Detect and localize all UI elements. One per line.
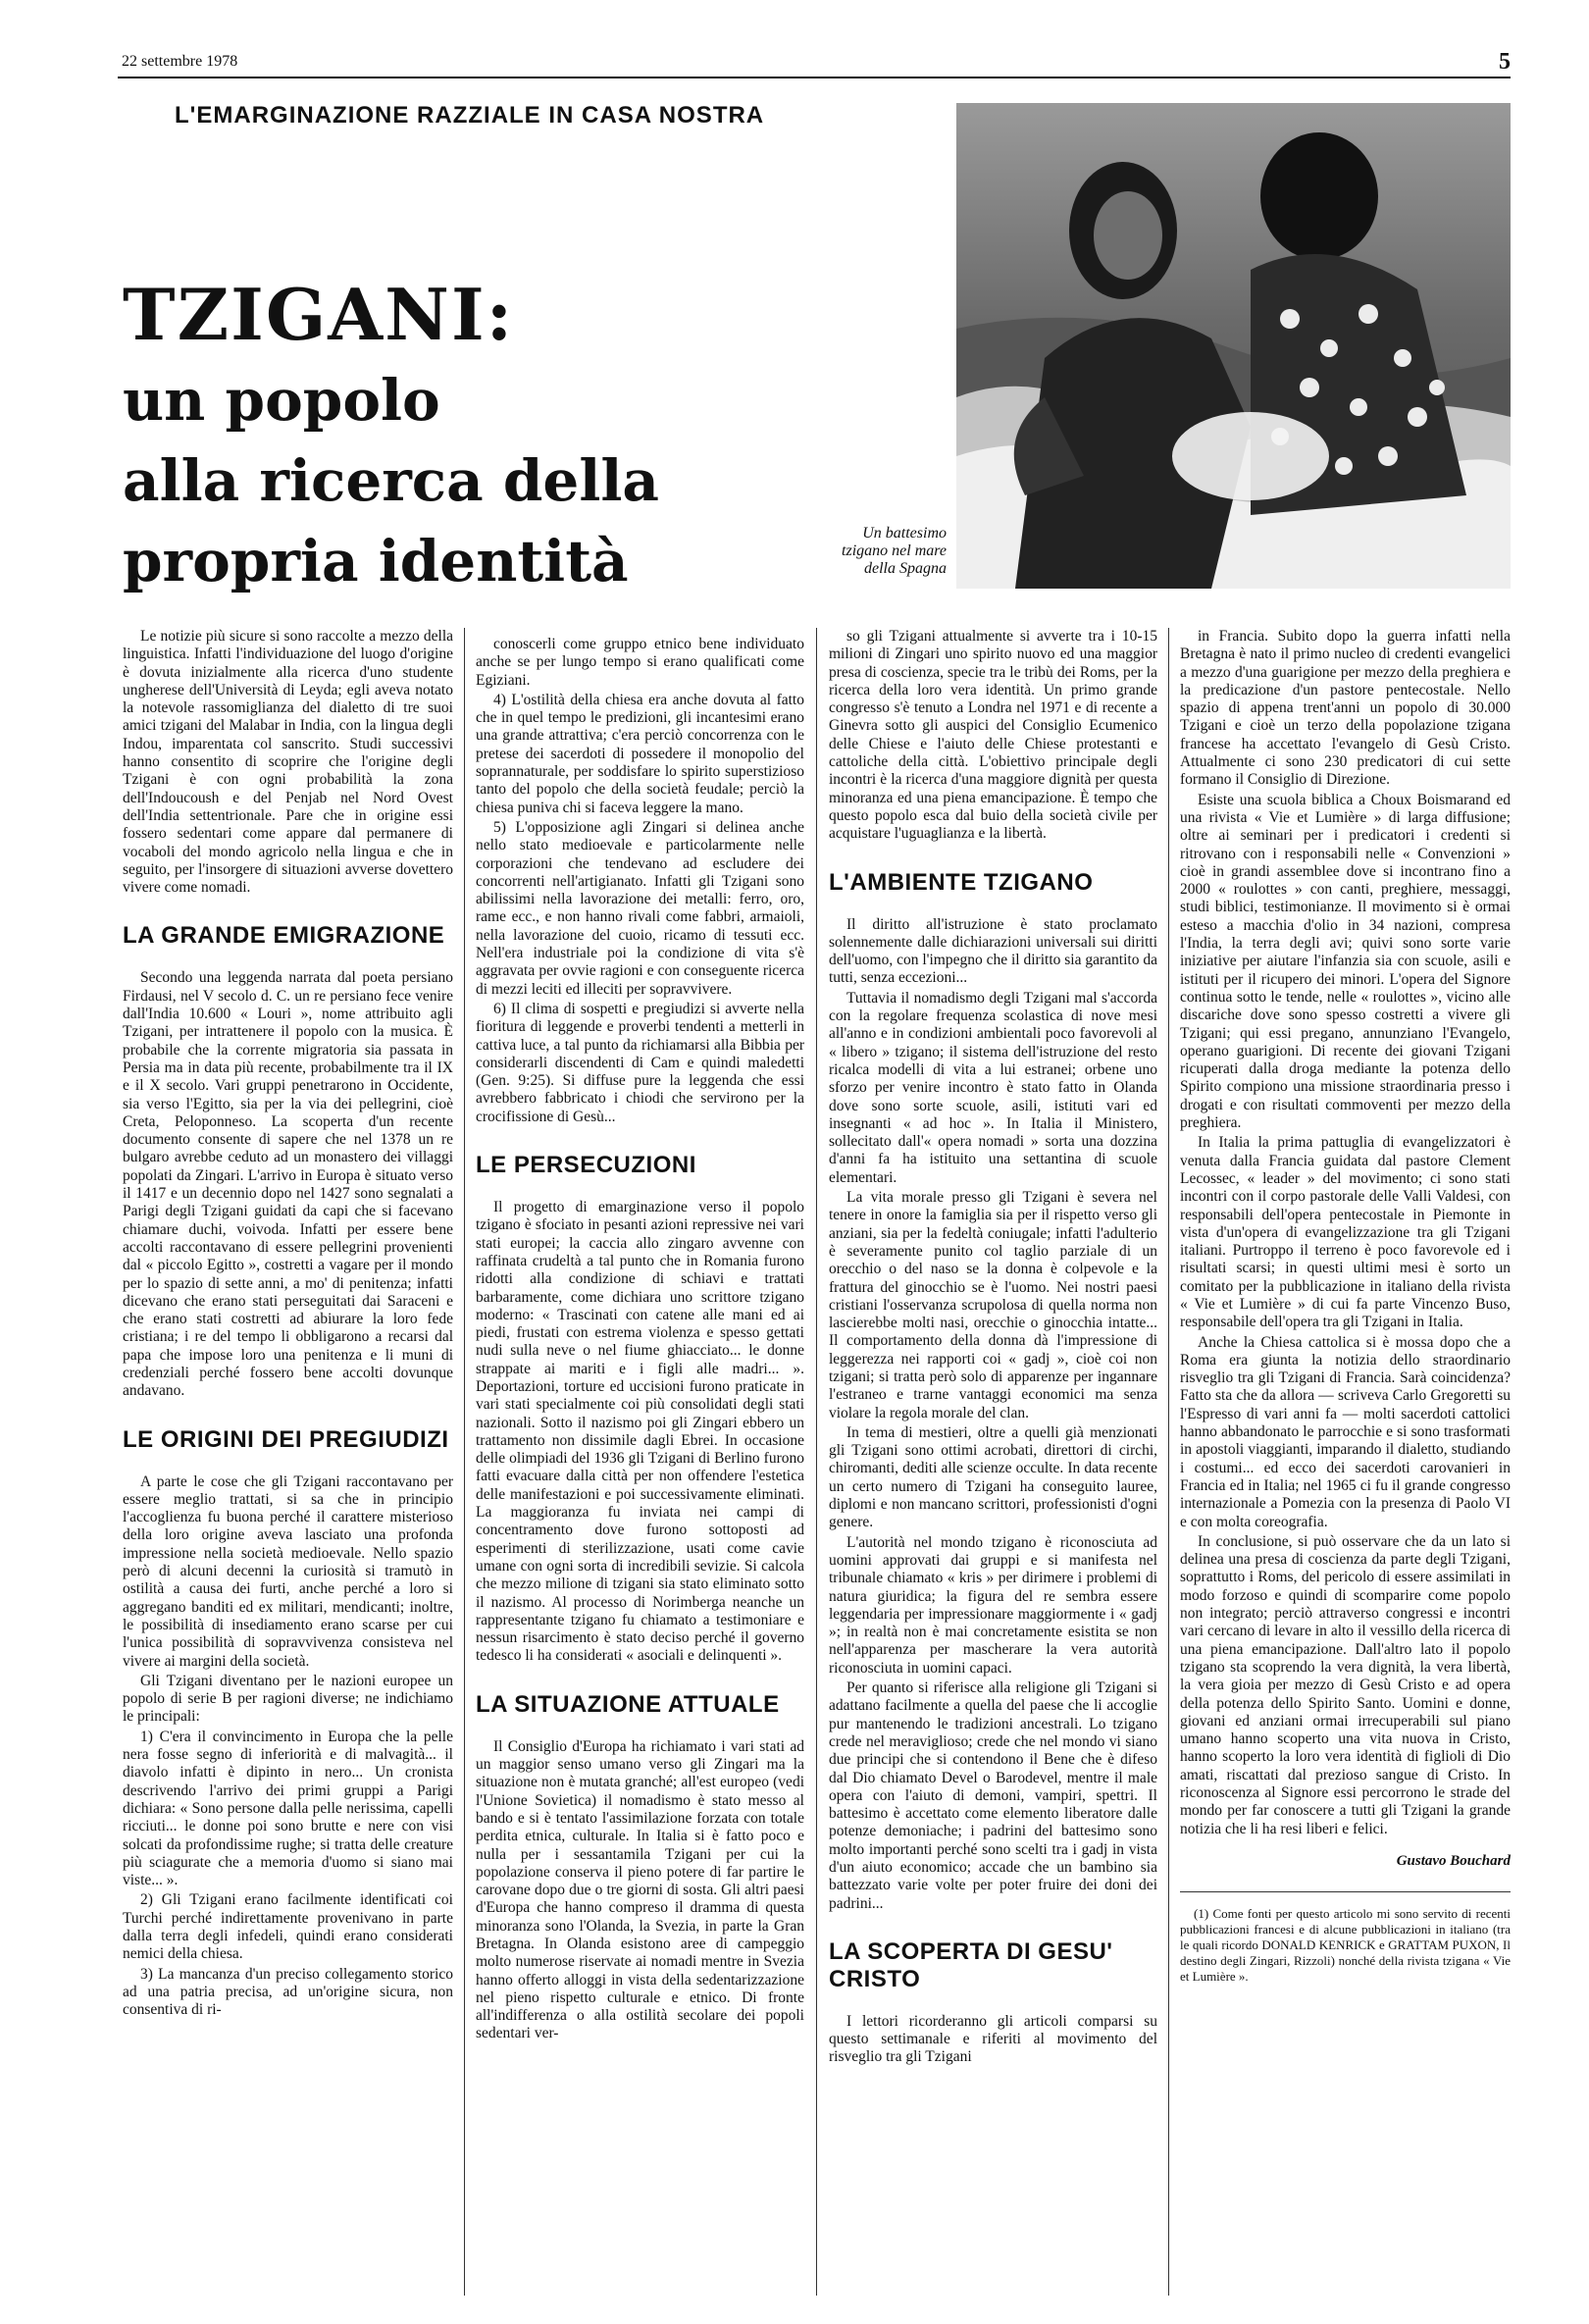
paragraph: Secondo una leggenda narrata dal poeta persiano Firdausi, nel V secolo d. C. un re persiano fece venire dall'India 10.600 « Louri », nome attribuito agli Tzigani, per intrattenere il popolo con la musica. È probabile che la corrente migratoria sia passata in Persia ma in data più recente, probabilmente tra il IX e il X secolo. Vari gruppi penetrarono in Occidente, sia verso l'Egitto, sia per la via dei pellegrini, cioè Creta, Peloponneso. La scoperta d'un recente documento consente di sapere che nel 1378 un re bulgaro avrebbe ceduto ad un monastero dei villaggi popolati da Zingari. L'arrivo in Europa è situato verso il 1417 e un decennio dopo nel 1427 sono segnalati a Parigi degli Tzigani guidati da capi che si facevano chiamare duchi, voivoda. Infatti per essere bene accolti raccontavano di essere pellegrini provenienti dal « piccolo Egitto », costretti a vagare per il mondo per lo spazio di sette anni, a mo' di penitenza; infatti dicevano che erano stati perseguitati dai Saraceni e che erano stati costretti ad abiurare la loro fede cristiana; i re del tempo li obbligarono a recarsi dal papa che impose loro una penitenza e li muni di credenziali perché fossero bene accolti dovunque andavano.: [123, 969, 453, 1400]
paragraph: In Italia la prima pattuglia di evangelizzatori è venuta dalla Francia guidata dal pastore Clement Lecossec, « leader » del movimento; ci sono stati incontri con il corpo pastorale delle Valli Valdesi, con responsabili dell'opera pentecostale in Piemonte in vista d'un'opera di evangelizzazione tra gli Tzigani italiani. Purtroppo il terreno è poco favorevole ed i risultati scarsi; in questi ultimi mesi è sorto un comitato per la pubblicazione in italiano della rivista « Vie et Lumière » di cui fa parte Vincenzo Buso, responsabile dell'opera tra gli Tzigani in Italia.: [1180, 1134, 1511, 1331]
baptism-photo: [956, 103, 1511, 589]
paragraph: 1) C'era il convincimento in Europa che la pelle nera fosse segno di inferiorità e di malvagità... il diavolo infatti è dipinto in nero... Un cronista descrivendo l'arrivo dei primi gruppi a Parigi dichiara: « Sono persone dalla pelle nerissima, capelli ricciuti... le donne poi sono brutte e nere con visi solcati da profondissime rughe; si tratta delle creature più sciagurate che a memoria d'uomo si siano mai viste... ».: [123, 1728, 453, 1889]
paragraph: 5) L'opposizione agli Zingari si delinea anche nello stato medioevale e particolarmente nelle corporazioni che tendevano ad escludere dei concorrenti nell'artigianato. Infatti gli Tzigani sono abilissimi nella lavorazione dei metalli: ferro, oro, rame ecc., e non hanno rivali come fabbri, armaioli, nella lavorazione del cuoio, ricamo di tessuti ecc. Nell'era industriale poi la condizione di vita s'è aggravata per ovvie ragioni e con conseguente ricerca di mezzi leciti ed illeciti per sopravvivere.: [476, 818, 804, 998]
paragraph: Il progetto di emarginazione verso il popolo tzigano è sfociato in pesanti azioni repressive nei vari stati europei; la caccia allo zingaro avvenne con raffinata crudeltà a tal punto che in Romania furono ridotti alla condizione di schiavi e trattati barbaramente, come dichiara uno scrittore tzigano moderno: « Trascinati con catene alle mani ed ai piedi, frustati con estrema violenza e spesso gettati nudi sulla neve o nel fiume ghiacciato... le donne strappate ai mariti e i figli alle madri... ». Deportazioni, torture ed uccisioni furono praticate in vari stati specialmente coi più consolidati degli stati nazionali. Sotto il nazismo poi gli Zingari ebbero un trattamento non dissimile dagli Ebrei. In occasione delle olimpiadi del 1936 gli Tzigani di Berlino furono fatti evacuare dalla città per non offendere l'estetica delle manifestazioni e poi successivamente eliminati. La maggioranza fu inviata nei campi di concentramento dove furono sottoposti ad esperimenti di sterilizzazione, usati come cavie umane con ogni sorta di incredibili sevizie. Si calcola che mezzo milione di tzigani sia stato eliminato sotto il nazismo. Al processo di Norimberga neanche un rappresentante tzigano fu chiamato a testimoniare e nessun risarcimento è stato deciso perché il governo tedesco li ha considerati « asociali e delinquenti ».: [476, 1199, 804, 1665]
author-signature: Gustavo Bouchard: [1396, 1852, 1511, 1869]
paragraph: so gli Tzigani attualmente si avverte tra i 10-15 milioni di Zingari uno spirito nuovo ed una maggior presa di coscienza, specie tra le tribù dei Roms, per la ricerca della loro vera identità. Un primo grande congresso s'è tenuto a Londra nel 1971 e di recente a Ginevra sotto gli auspici del Consiglio Ecumenico delle Chiese e l'aiuto delle Chiese protestanti e cattoliche della città. L'obiettivo principale degli incontri è la ricerca d'una maggiore dignità per questa minoranza ed una piena emancipazione. È tempo che questo popolo esca dal buio della società civile per acquistare l'uguaglianza e la libertà.: [829, 628, 1157, 843]
paragraph: in Francia. Subito dopo la guerra infatti nella Bretagna è nato il primo nucleo di credenti evangelici a mezzo d'una guarigione per mezzo della preghiera e la predicazione d'un pastore pentecostale. Nello spazio di appena trent'anni un popolo di 30.000 Tzigani e cioè un terzo della popolazione tzigana francese ha accettato l'evangelo di Gesù Cristo. Attualmente ci sono 230 predicatori di cui sette formano il Consiglio di Direzione.: [1180, 628, 1511, 789]
paragraph: I lettori ricorderanno gli articoli comparsi su questo settimanale e riferiti al movimento del risveglio tra gli Tzigani: [829, 2012, 1157, 2066]
masthead: [118, 49, 1511, 78]
paragraph: L'autorità nel mondo tzigano è riconosciuta ad uomini approvati dai gruppi e si manifesta nel tribunale chiamato « kris » per dirimere i problemi di natura giuridica; la figura del re sembra essere leggendaria per impressionare maggiormente i « gadj »; in realtà non è mai concretamente esistita se non nell'apparenza per mascherare la vera autorità riconosciuta in uomini capaci.: [829, 1533, 1157, 1677]
subhead-persecuzioni: LE PERSECUZIONI: [476, 1152, 696, 1179]
paragraph: 2) Gli Tzigani erano facilmente identificati coi Turchi perché indirettamente provenivano in parte dalla terra degli infedeli, quindi erano considerati nemici della chiesa.: [123, 1891, 453, 1963]
headline-line-3: alla ricerca della: [123, 447, 659, 514]
subhead-scoperta-gesu: LA SCOPERTA DI GESU' CRISTO: [829, 1937, 1113, 1992]
photo-caption: Un battesimo tzigano nel mare della Spagna: [842, 525, 947, 577]
headline-line-1: TZIGANI:: [123, 273, 515, 356]
headline-line-2: un popolo: [123, 367, 440, 434]
paragraph: 6) Il clima di sospetti e pregiudizi si avverte nella fioritura di leggende e proverbi tendenti a metterli in cattiva luce, a tal punto da richiamarsi alla Bibbia per considerarli discendenti di Cam e quindi maledetti (Gen. 9:25). Si diffuse pure la leggenda che essi avrebbero fabbricato i chiodi che servirono per la crocifissione di Gesù...: [476, 1000, 804, 1125]
article-headline: [123, 273, 829, 598]
paragraph: conoscerli come gruppo etnico bene individuato anche se per lungo tempo si erano qualificati come Egiziani.: [476, 636, 804, 689]
subhead-grande-emigrazione: LA GRANDE EMIGRAZIONE: [123, 922, 445, 950]
subhead-ambiente-tzigano: L'AMBIENTE TZIGANO: [829, 868, 1094, 896]
paragraph: Le notizie più sicure si sono raccolte a mezzo della linguistica. Infatti l'individuazione del luogo d'origine è dovuta inizialmente alla ricerca d'uno studente ungherese dell'Università di Leyda; egli aveva notato la notevole rassomiglianza del dialetto di tre suoi amici tzigani del Malabar in India, con la lingua degli Indou, imparentata col sanscrito. Studi successivi hanno consentito di scoprire che l'origine degli Tzigani è con ogni probabilità la zona dell'Indoucoush e del Penjab nel Nord Ovest dell'India settentrionale. Pare che in origine essi fossero sedentari come appare dal permanere di vocaboli del mondo agricolo nella lingua e che in seguito, per l'insorgere di situazioni avverse dovettero vivere come nomadi.: [123, 628, 453, 897]
paragraph: Il Consiglio d'Europa ha richiamato i vari stati ad un maggior senso umano verso gli Zingari ma la situazione non è mutata granché; all'est europeo (vedi l'Unione Sovietica) il nomadismo è stato messo al bando e si è tentato l'assimilazione forzata con totale perdita etnica, culturale. In Italia si è fatto poco e nulla per i sessantamila Tzigani per cui la popolazione conserva il pieno potere di far partire le carovane dopo due o tre giorni di sosta. Gli altri paesi d'Europa che hanno compreso il dramma di questa minoranza sono l'Olanda, la Svezia, in parte la Gran Bretagna. In Olanda esistono aree di campeggio molto numerose riservate ai nomadi mentre in Svezia hanno offerto alloggi in vista della sedentarizzazione nel pieno rispetto culturale e etnico. Di fronte all'indifferenza o alla ostilità secolare dei popoli sedentari ver-: [476, 1737, 804, 2042]
column-2: [476, 636, 804, 2045]
paragraph: Il diritto all'istruzione è stato proclamato solennemente dalle dichiarazioni universali sui diritti dell'uomo, con l'impegno che il diritto sia garantito da tutti, senza eccezioni...: [829, 915, 1157, 987]
paragraph: A parte le cose che gli Tzigani raccontavano per essere meglio trattati, si sa che in principio l'accoglienza fu buona perché il carattere misterioso della loro origine aveva lasciato una profonda impressione nella società medioevale. Nello spazio però di alcuni decenni la curiosità si tramutò in ostilità a causa dei furti, anche perché a loro si aggregano banditi ed ex militari, mendicanti; inoltre, le possibilità di insediamento erano scarse per cui l'unica possibilità di sopravvivenza consisteva nel vivere ai margini della società.: [123, 1472, 453, 1670]
paragraph: Tuttavia il nomadismo degli Tzigani mal s'accorda con la regolare frequenza scolastica di nove mesi all'anno e in condizioni ambientali poco favorevoli al « libero » tzigano; il sistema dell'istruzione del resto ricalca modelli di vita a lui estranei; orbene uno sforzo per venire incontro è stato fatto in Olanda dove sono sorte scuole, asili, istituti vari ed insegnanti « ad hoc ». In Italia il Ministero, sollecitato dall'« opera nomadi » sorta una dozzina d'anni fa ha istituito una settantina di scuole elementari.: [829, 989, 1157, 1186]
issue-date: 22 settembre 1978: [122, 53, 238, 70]
column-1: [123, 628, 453, 2021]
column-3: [829, 628, 1157, 2069]
paragraph: 3) La mancanza d'un preciso collegamento storico ad una patria precisa, ad un'origine sicura, non consentiva di ri-: [123, 1965, 453, 2019]
paragraph: Gli Tzigani diventano per le nazioni europee un popolo di serie B per ragioni diverse; ne indichiamo le principali:: [123, 1672, 453, 1726]
subhead-origini-pregiudizi: LE ORIGINI DEI PREGIUDIZI: [123, 1425, 449, 1453]
paragraph: Per quanto si riferisce alla religione gli Tzigani si adattano facilmente a quella del paese che li accoglie pur mantenendo le tradizioni ancestrali. Lo tzigano crede nel meraviglioso; crede che nel mondo vi siano due principi che si contendono il Bene che è difeso dal Dio chiamato Devel o Barodevel, mentre il male opera con l'aiuto di demoni, vampiri, spettri. Il battesimo è accettato come elemento liberatore dalle potenze demoniache; i padrini del battesimo sono molto importanti perché sono scelti tra i gadj in vista d'un aiuto economico; accade che un bambino sia battezzato varie volte per poter fruire dei doni dei padrini...: [829, 1679, 1157, 1912]
paragraph: In conclusione, si può osservare che da un lato si delinea una presa di coscienza da parte degli Tzigani, soprattutto i Roms, del pericolo di essere assimilati in modo forzoso e quindi di scomparire come popolo non integrato; perciò attraverso congressi e incontri vari cercano di levare in alto il vessillo della ricerca di una piena emancipazione. Dall'altro lato il popolo tzigano sta scoprendo la vera dignità, la vera libertà, la vera gioia per mezzo di Gesù Cristo e ad opera della potenza dello Spirito Santo. Uomini e donne, giovani ed anziani ormai irrecuperabili sul piano umano hanno scoperto una vita nuova in Cristo, hanno scoperto la loro vera identità di figlioli di Dio amati, riscattati dal prezioso sangue di Cristo. In riconoscenza al Signore essi percorrono le strade del mondo per far conoscere a tutti gli Tzigani la grande notizia che li ha resi liberi e felici.: [1180, 1532, 1511, 1837]
paragraph: Anche la Chiesa cattolica si è mossa dopo che a Roma era giunta la notizia dello straordinario risveglio tra gli Tzigani di Francia. Sarà coincidenza? Fatto sta che da allora — scriveva Carlo Gregoretti su l'Espresso di vari anni fa — molti sacerdoti cattolici hanno abbandonato le parrocchie e si sono trasformati in apostoli viaggianti, imparando il dialetto, studiando i costumi... ed ecco dei sacerdoti carovanieri in Francia ed in Italia; nel 1965 ci fu il grande congresso internazionale a Pomezia con la presenza di Paolo VI e con molta coreografia.: [1180, 1333, 1511, 1530]
subhead-situazione-attuale: LA SITUAZIONE ATTUALE: [476, 1690, 780, 1718]
section-kicker: L'EMARGINAZIONE RAZZIALE IN CASA NOSTRA: [175, 102, 765, 129]
paragraph: In tema di mestieri, oltre a quelli già menzionati gli Tzigani sono ottimi acrobati, direttori di circhi, chiromanti, dediti alle scienze occulte. In data recente un certo numero di Tzigani ha conseguito lauree, diplomi e non mancano scrittori, professionisti d'ogni genere.: [829, 1423, 1157, 1531]
footnote: [1180, 1891, 1511, 1985]
paragraph: La vita morale presso gli Tzigani è severa nel tenere in onore la famiglia sia per il rispetto verso gli anziani, sia per la fedeltà coniugale; infatti l'adulterio è severamente punito col taglio parziale di un orecchio o del naso se la donna è colpevole e la frattura del ginocchio se è l'uomo. Nei nostri paesi cristiani l'osservanza scrupolosa di quella norma non lascierebbe molti nasi, orecchie o ginocchia intatte... Il comportamento della donna dà l'impressione di leggerezza nei rapporti coi « gadj », cioè coi non tzigani; si tratta però solo di apparenze per ingannare l'estraneo e trarne vantaggi economici ma senza violare la regola morale del clan.: [829, 1189, 1157, 1421]
column-4: [1180, 628, 1511, 1987]
paragraph: 4) L'ostilità della chiesa era anche dovuta al fatto che in quel tempo le predizioni, gli incantesimi erano una grande attrattiva; c'era perciò concorrenza con le pretese dei sacerdoti di possedere il monopolio del soprannaturale, per soddisfare lo spirito superstizioso tanto del popolo che della società feudale; perciò la chiesa puniva chi si faceva leggere la mano.: [476, 691, 804, 816]
headline-line-4: propria identità: [123, 528, 629, 594]
footnote-text: (1) Come fonti per questo articolo mi sono servito di recenti pubblicazioni francesi e di alcune pubblicazioni in italiano (tra le quali ricordo DONALD KENRICK e GRATTAM PUXON, Il destino degli Zingari, Rizzoli) nonché della rivista tzigana « Vie et Lumière ».: [1180, 1906, 1511, 1985]
page-number: 5: [1499, 49, 1511, 75]
paragraph: Esiste una scuola biblica a Choux Boismarand ed una rivista « Vie et Lumière » di larga diffusione; oltre ai seminari per i predicatori i credenti si ritrovano con i responsabili nelle « Convenzioni » cioè in grandi assemblee dove si incontrano fino a 2000 « roulottes » con canti, preghiere, messaggi, studi biblici, testimonianze. Il movimento si è ormai esteso a macchia d'olio in 34 nazioni, compresa l'India, la terra degli avi; quivi sono sorte varie iniziative per aiutare l'infanzia sia con scuole, asili e istituti per il ricupero dei minori. L'opera del Signore continua sotto le tende, nelle « roulottes », vicino alle discariche dove sono spesso costretti a vivere gli Tzigani; qui essi pregano, annunziano l'Evangelo, operano guarigioni. Di recente dei giovani Tzigani ricuperati dalla droga mediante la potenza dello Spirito compiono una missione straordinaria presso i drogati e con risultati commoventi per mezzo della preghiera.: [1180, 791, 1511, 1132]
